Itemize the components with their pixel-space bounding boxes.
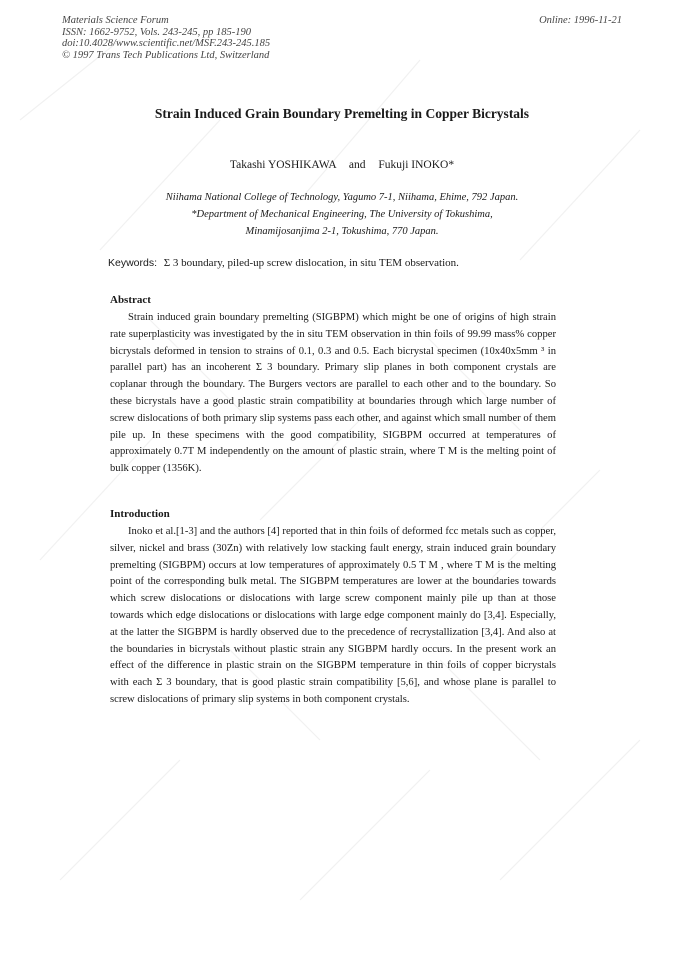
author-name: Takashi YOSHIKAWA [229, 159, 337, 171]
introduction-text: Inoko et al.[1-3] and the authors [4] reported that in thin foils of deformed fcc metals such as copper, silver, nickel and brass (30Zn) with relatively low stacking fault energy, strain induced grain boundary premelting (SIGBPM) occurs at low temperatures of approximately 0.5 T M , where T M is the melting point of the corresponding bulk metal. The SIGBPM temperatures are lower at the boundaries towards which screw dislocations or dislocations with large screw component mainly pile up than at those towards which edge dislocations or dislocations with large edge component mainly do [3,4]. Especially, at the latter the SIGBPM is hardly observed due to the precedence of recrystallization [3,4]. And also at the boundaries in bicrystals without plastic strain any SIGBPM hardly occurs. In the present work an effect of the difference in plastic strain on the SIGBPM temperature in thin foils of copper bicrystals with each Σ 3 boundary, that is good plastic strain compatibility [5,6], and whose plane is parallel to screw dislocations of primary slip systems in both component crystals. [110, 526, 556, 705]
keywords-text: Σ 3 boundary, piled-up screw dislocation, in situ TEM observation. [163, 257, 459, 269]
abstract-paragraph [110, 310, 556, 478]
affiliation-line: Niihama National College of Technology, Yagumo 7-1, Niihama, Ehime, 792 Japan. [165, 192, 519, 203]
journal-name: Materials Science Forum [62, 15, 169, 26]
abstract-heading: Abstract [110, 294, 151, 306]
introduction-paragraph [110, 524, 556, 709]
affiliation-line: Minamijosanjima 2-1, Tokushima, 770 Japan. [245, 226, 439, 237]
doi-line: doi:10.4028/www.scientific.net/MSF.243-245.185 [62, 38, 271, 49]
author-line [62, 159, 622, 171]
author-conjunction: and [348, 159, 366, 171]
journal-header [62, 15, 622, 61]
introduction-heading: Introduction [110, 508, 170, 520]
keywords-label: Keywords: [108, 257, 158, 269]
author-name: Fukuji INOKO* [378, 159, 455, 171]
abstract-text: Strain induced grain boundary premelting (SIGBPM) which might be one of origins of high strain rate superplasticity was investigated by the in situ TEM observation in thin foils of 99.99 mass% copper bicrystals deformed in tension to strains of 0.1, 0.3 and 0.5. Each bicrystal specimen (10x40x5mm ³ in parallel part) has an incoherent Σ 3 boundary. Primary slip planes in both component crystals are coplanar through the boundary. The Burgers vectors are parallel to each other and to the boundary. So these bicrystals have a good plastic strain compatibility at boundaries through which large number of screw dislocations of both primary slip systems pass each other, and against which small number of them pile up. In these specimens with the good compatibility, SIGBPM occurred at temperatures of approximately 0.7T M independently on the amount of plastic strain, where T M is the melting point of bulk copper (1356K). [110, 312, 556, 475]
online-date: Online: 1996-11-21 [539, 15, 622, 26]
issn-line: ISSN: 1662-9752, Vols. 243-245, pp 185-190 [62, 26, 251, 38]
affiliation-line: *Department of Mechanical Engineering, The University of Tokushima, [191, 209, 493, 220]
copyright-line: © 1997 Trans Tech Publications Ltd, Switzerland [62, 49, 270, 61]
paper-title: Strain Induced Grain Boundary Premelting in Copper Bicrystals [154, 106, 530, 121]
affiliations [62, 189, 622, 240]
keywords-line [108, 257, 568, 269]
